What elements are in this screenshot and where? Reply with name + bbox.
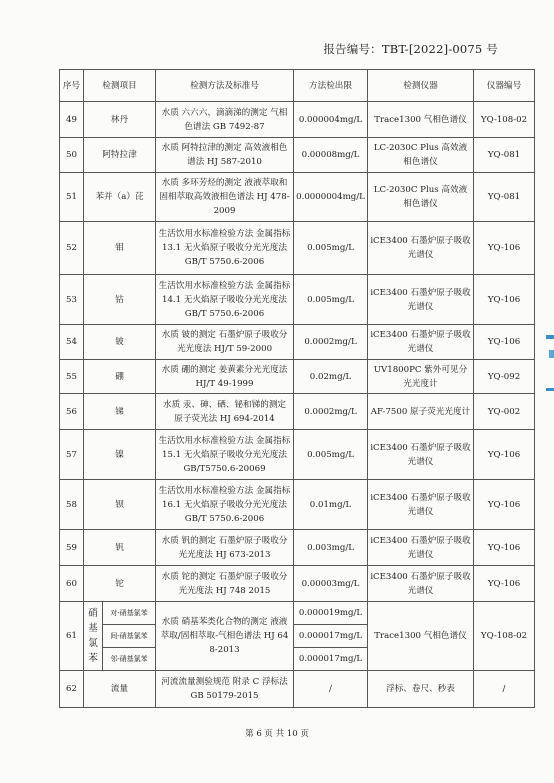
cell-instrument: iCE3400 石墨炉原子吸收光谱仪 — [368, 275, 474, 325]
cell-limit: 0.01mg/L — [294, 480, 368, 530]
cell-method: 生活饮用水标准检验方法 金属指标 15.1 无火焰原子吸收分光光度法 GB/T5750.6-20069 — [156, 430, 294, 480]
table-row — [60, 325, 535, 360]
cell-item: 铊 — [84, 566, 156, 602]
cell-instrument: iCE3400 石墨炉原子吸收光谱仪 — [368, 566, 474, 602]
cell-item: 镍 — [84, 430, 156, 480]
cell-seq: 54 — [60, 325, 84, 360]
table-row — [60, 173, 535, 222]
cell-limit: 0.0002mg/L — [294, 394, 368, 430]
cell-method: 水质 阿特拉津的测定 高效液相色谱法 HJ 587-2010 — [156, 138, 294, 173]
cell-item: 钒 — [84, 530, 156, 566]
cell-limit: 0.00003mg/L — [294, 566, 368, 602]
cell-seq: 55 — [60, 360, 84, 394]
cell-item: 钴 — [84, 275, 156, 325]
cell-seq: 61 — [60, 602, 84, 671]
table-row — [60, 430, 535, 480]
page-edge-mark — [549, 350, 554, 358]
cell-limit: 0.00008mg/L — [294, 138, 368, 173]
page-footer: 第 6 页 共 10 页 — [245, 729, 309, 739]
group-name: 硝基氯苯 — [88, 608, 98, 664]
table-row — [60, 360, 535, 394]
header-limit: 方法检出限 — [294, 70, 368, 102]
cell-instrument: LC-2030C Plus 高效液相色谱仪 — [368, 173, 474, 222]
cell-instrument: iCE3400 石墨炉原子吸收光谱仪 — [368, 222, 474, 275]
sub-item-meta: 间-硝基氯苯 — [103, 625, 156, 648]
table-row — [60, 222, 535, 275]
cell-seq: 51 — [60, 173, 84, 222]
cell-method: 水质 硝基苯类化合物的测定 液液萃取/固相萃取-气相色谱法 HJ 648-2013 — [156, 602, 294, 671]
cell-limit: 0.005mg/L — [294, 275, 368, 325]
header-item: 检测项目 — [84, 70, 156, 102]
cell-instrument: UV1800PC 紫外可见分光光度计 — [368, 360, 474, 394]
cell-limit: 0.003mg/L — [294, 530, 368, 566]
cell-instrument: 浮标、卷尺、秒表 — [368, 671, 474, 708]
cell-seq: 59 — [60, 530, 84, 566]
header-method: 检测方法及标准号 — [156, 70, 294, 102]
cell-inst-no: YQ-108-02 — [474, 102, 535, 138]
cell-limit: 0.000017mg/L — [294, 648, 368, 671]
cell-limit: 0.02mg/L — [294, 360, 368, 394]
cell-seq: 58 — [60, 480, 84, 530]
cell-instrument: iCE3400 石墨炉原子吸收光谱仪 — [368, 480, 474, 530]
cell-method: 水质 铊的测定 石墨炉原子吸收分光光度法 HJ 748 2015 — [156, 566, 294, 602]
cell-inst-no: YQ-081 — [474, 173, 535, 222]
cell-method: 生活饮用水标准检验方法 金属指标 13.1 无火焰原子吸收分光光度法 GB/T 5750.6-2006 — [156, 222, 294, 275]
cell-inst-no: / — [474, 671, 535, 708]
cell-instrument: iCE3400 石墨炉原子吸收光谱仪 — [368, 325, 474, 360]
cell-item-group — [84, 602, 156, 671]
cell-instrument: LC-2030C Plus 高效液相色谱仪 — [368, 138, 474, 173]
cell-seq: 56 — [60, 394, 84, 430]
cell-instrument: Trace1300 气相色谱仪 — [368, 602, 474, 671]
cell-inst-no: YQ-106 — [474, 275, 535, 325]
cell-inst-no: YQ-092 — [474, 360, 535, 394]
report-number: 报告编号：TBT-[2022]-0075 号 — [323, 42, 498, 56]
table-row — [60, 671, 535, 708]
cell-item: 硼 — [84, 360, 156, 394]
cell-inst-no: YQ-108-02 — [474, 602, 535, 671]
cell-inst-no: YQ-002 — [474, 394, 535, 430]
cell-seq: 62 — [60, 671, 84, 708]
cell-limit: 0.005mg/L — [294, 430, 368, 480]
cell-limit: 0.000019mg/L — [294, 602, 368, 625]
table-row — [60, 394, 535, 430]
sub-item-para: 对-硝基氯苯 — [103, 602, 156, 625]
cell-method: 水质 铍的测定 石墨炉原子吸收分光光度法 HJ/T 59-2000 — [156, 325, 294, 360]
header-inst-no: 仪器编号 — [474, 70, 535, 102]
cell-seq: 57 — [60, 430, 84, 480]
cell-seq: 53 — [60, 275, 84, 325]
test-method-table — [59, 69, 535, 708]
cell-method: 河流流量测验规范 附录 C 浮标法 GB 50179-2015 — [156, 671, 294, 708]
cell-inst-no: YQ-106 — [474, 325, 535, 360]
table-row — [60, 480, 535, 530]
header-instrument: 检测仪器 — [368, 70, 474, 102]
cell-item: 苯并（a）芘 — [84, 173, 156, 222]
cell-item: 流量 — [84, 671, 156, 708]
cell-item: 钡 — [84, 480, 156, 530]
cell-method: 水质 六六六、滴滴涕的测定 气相色谱法 GB 7492-87 — [156, 102, 294, 138]
table-header-row — [60, 70, 535, 102]
cell-method: 生活饮用水标准检验方法 金属指标 16.1 无火焰原子吸收分光光度法 GB/T 5750.6-2006 — [156, 480, 294, 530]
cell-seq: 52 — [60, 222, 84, 275]
group-name-cell — [84, 602, 103, 670]
header-seq: 序号 — [60, 70, 84, 102]
cell-instrument: iCE3400 石墨炉原子吸收光谱仪 — [368, 530, 474, 566]
table-row — [60, 530, 535, 566]
cell-item: 阿特拉津 — [84, 138, 156, 173]
sub-item-table — [84, 602, 155, 670]
cell-inst-no: YQ-106 — [474, 430, 535, 480]
table-row — [60, 138, 535, 173]
cell-instrument: AF-7500 原子荧光光度计 — [368, 394, 474, 430]
cell-method: 水质 硼的测定 姜黄素分光光度法 HJ/T 49-1999 — [156, 360, 294, 394]
sub-item-ortho: 邻-硝基氯苯 — [110, 654, 148, 663]
cell-limit: 0.005mg/L — [294, 222, 368, 275]
cell-limit: 0.000017mg/L — [294, 625, 368, 648]
cell-inst-no: YQ-106 — [474, 530, 535, 566]
cell-inst-no: YQ-106 — [474, 566, 535, 602]
cell-inst-no: YQ-106 — [474, 222, 535, 275]
cell-inst-no: YQ-106 — [474, 480, 535, 530]
cell-method: 水质 多环芳烃的测定 液液萃取和固相萃取高效液相色谱法 HJ 478-2009 — [156, 173, 294, 222]
cell-limit: 0.000004mg/L — [294, 102, 368, 138]
cell-limit: / — [294, 671, 368, 708]
cell-seq: 60 — [60, 566, 84, 602]
cell-method: 水质 汞、砷、硒、铋和锑的测定 原子荧光法 HJ 694-2014 — [156, 394, 294, 430]
cell-seq: 50 — [60, 138, 84, 173]
cell-method: 生活饮用水标准检验方法 金属指标 14.1 无火焰原子吸收分光光度法 GB/T 5750.6-2006 — [156, 275, 294, 325]
cell-method: 水质 钒的测定 石墨炉原子吸收分光光度法 HJ 673-2013 — [156, 530, 294, 566]
cell-item: 林丹 — [84, 102, 156, 138]
table-row — [60, 275, 535, 325]
cell-limit: 0.0000004mg/L — [294, 173, 368, 222]
page-edge-mark — [546, 388, 554, 391]
cell-limit: 0.0002mg/L — [294, 325, 368, 360]
cell-item: 锑 — [84, 394, 156, 430]
cell-inst-no: YQ-081 — [474, 138, 535, 173]
cell-seq: 49 — [60, 102, 84, 138]
cell-item: 钼 — [84, 222, 156, 275]
table-row — [60, 102, 535, 138]
table-row — [60, 566, 535, 602]
cell-instrument: iCE3400 石墨炉原子吸收光谱仪 — [368, 430, 474, 480]
table-row — [60, 602, 535, 625]
page-edge-mark — [546, 335, 554, 339]
cell-item: 铍 — [84, 325, 156, 360]
cell-instrument: Trace1300 气相色谱仪 — [368, 102, 474, 138]
